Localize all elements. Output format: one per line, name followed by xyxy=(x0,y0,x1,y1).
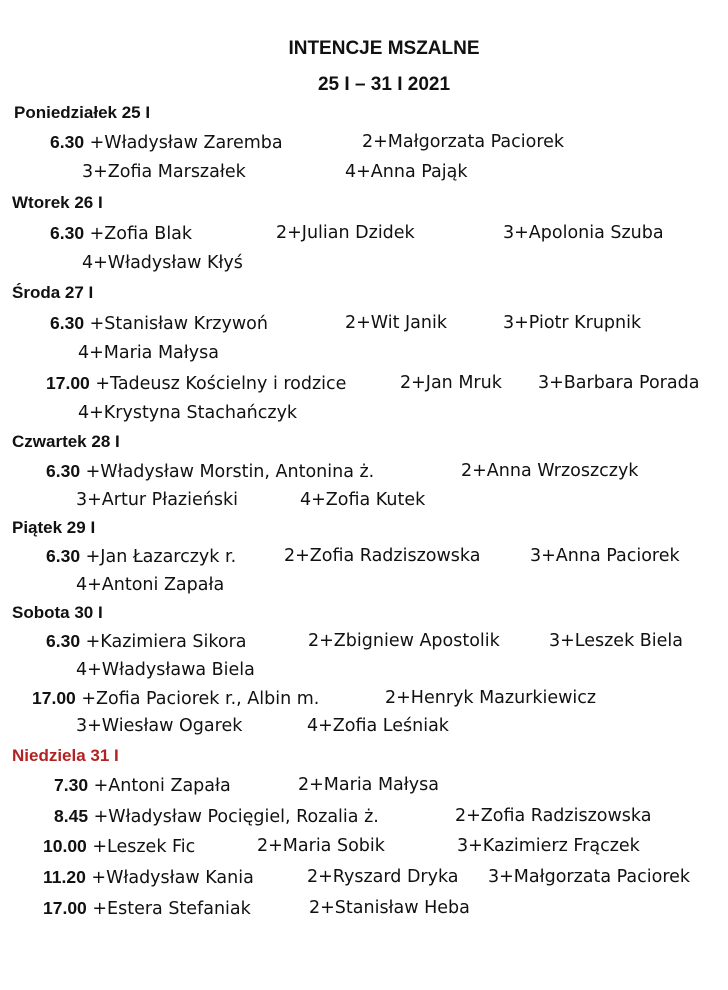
intention: 2+Małgorzata Paciorek xyxy=(362,132,565,152)
intention-line xyxy=(50,132,283,153)
intention: 4+Zofia Kutek xyxy=(300,490,426,510)
intention: 2+Anna Wrzoszczyk xyxy=(461,461,639,481)
intention: 3+Wiesław Ogarek xyxy=(76,716,243,736)
day-heading-wednesday: Środa 27 I xyxy=(12,283,94,302)
mass-time: 11.20 xyxy=(43,867,86,887)
intention: 3+Artur Płazieński xyxy=(76,490,238,510)
mass-time: 7.30 xyxy=(54,775,89,795)
intention: 2+Julian Dzidek xyxy=(276,223,415,243)
intention: +Władysław Morstin, Antonina ż. xyxy=(85,462,375,482)
day-heading-sunday: Niedziela 31 I xyxy=(12,746,119,765)
intention: +Kazimiera Sikora xyxy=(85,632,247,652)
intention: 4+Zofia Leśniak xyxy=(307,716,449,736)
intention-line xyxy=(54,806,379,827)
mass-time: 6.30 xyxy=(46,546,81,566)
intention: 3+Barbara Porada xyxy=(538,373,700,393)
intention-line xyxy=(54,775,231,796)
day-heading-monday: Poniedziałek 25 I xyxy=(14,103,151,122)
intention: 4+Władysław Kłyś xyxy=(82,253,243,273)
intention-line xyxy=(43,836,195,857)
intention: 2+Zofia Radziszowska xyxy=(284,546,481,566)
intention: 4+Władysława Biela xyxy=(76,660,255,680)
intention: 3+Piotr Krupnik xyxy=(503,313,642,333)
day-heading-saturday: Sobota 30 I xyxy=(12,603,103,622)
intention-line xyxy=(50,313,268,334)
mass-time: 6.30 xyxy=(50,132,85,152)
intention-line xyxy=(50,223,192,244)
intention-line xyxy=(32,688,319,709)
intention: 4+Krystyna Stachańczyk xyxy=(78,403,298,423)
intention: 2+Jan Mruk xyxy=(400,373,502,393)
mass-time: 8.45 xyxy=(54,806,89,826)
intention: +Jan Łazarczyk r. xyxy=(85,547,237,567)
intention-line xyxy=(43,898,251,919)
mass-time: 6.30 xyxy=(50,313,85,333)
intention: 2+Henryk Mazurkiewicz xyxy=(385,688,597,708)
intention: +Zofia Paciorek r., Albin m. xyxy=(81,689,320,709)
intention: +Władysław Kania xyxy=(91,868,254,888)
intention: +Antoni Zapała xyxy=(93,776,231,796)
intention-line xyxy=(46,461,374,482)
intention: 3+Małgorzata Paciorek xyxy=(488,867,691,887)
intention-line xyxy=(46,631,247,652)
intention: +Stanisław Krzywoń xyxy=(89,314,268,334)
intention: 3+Apolonia Szuba xyxy=(503,223,664,243)
intention: 3+Anna Paciorek xyxy=(530,546,680,566)
day-heading-tuesday: Wtorek 26 I xyxy=(12,193,103,212)
intention: 4+Anna Pająk xyxy=(345,162,468,182)
intention: 2+Zbigniew Apostolik xyxy=(308,631,500,651)
intention: +Leszek Fic xyxy=(92,837,196,857)
intention-line xyxy=(46,373,346,394)
intention: +Zofia Blak xyxy=(89,224,193,244)
mass-time: 6.30 xyxy=(46,631,81,651)
intention: 2+Ryszard Dryka xyxy=(307,867,459,887)
intention: +Estera Stefaniak xyxy=(92,899,251,919)
intention: +Władysław Zaremba xyxy=(89,133,283,153)
intention: 2+Maria Małysa xyxy=(298,775,439,795)
intention: +Tadeusz Kościelny i rodzice xyxy=(95,374,347,394)
mass-time: 17.00 xyxy=(46,373,90,393)
mass-time: 17.00 xyxy=(32,688,76,708)
intention: 4+Maria Małysa xyxy=(78,343,219,363)
page-title: INTENCJE MSZALNE xyxy=(288,38,480,59)
intention: 2+Zofia Radziszowska xyxy=(455,806,652,826)
intention: 3+Leszek Biela xyxy=(549,631,683,651)
intention: 2+Maria Sobik xyxy=(257,836,385,856)
day-heading-thursday: Czwartek 28 I xyxy=(12,432,120,451)
mass-time: 17.00 xyxy=(43,898,87,918)
intention: 3+Kazimierz Frączek xyxy=(457,836,640,856)
intention: 3+Zofia Marszałek xyxy=(82,162,246,182)
intention: 2+Stanisław Heba xyxy=(309,898,470,918)
intention: 2+Wit Janik xyxy=(345,313,447,333)
day-heading-friday: Piątek 29 I xyxy=(12,518,96,537)
mass-time: 6.30 xyxy=(46,461,81,481)
mass-time: 6.30 xyxy=(50,223,85,243)
intention: 4+Antoni Zapała xyxy=(76,575,225,595)
mass-time: 10.00 xyxy=(43,836,87,856)
intention: +Władysław Pocięgiel, Rozalia ż. xyxy=(93,807,379,827)
intention-line xyxy=(46,546,236,567)
intention-line xyxy=(43,867,254,888)
page-date-range: 25 I – 31 I 2021 xyxy=(317,74,451,95)
